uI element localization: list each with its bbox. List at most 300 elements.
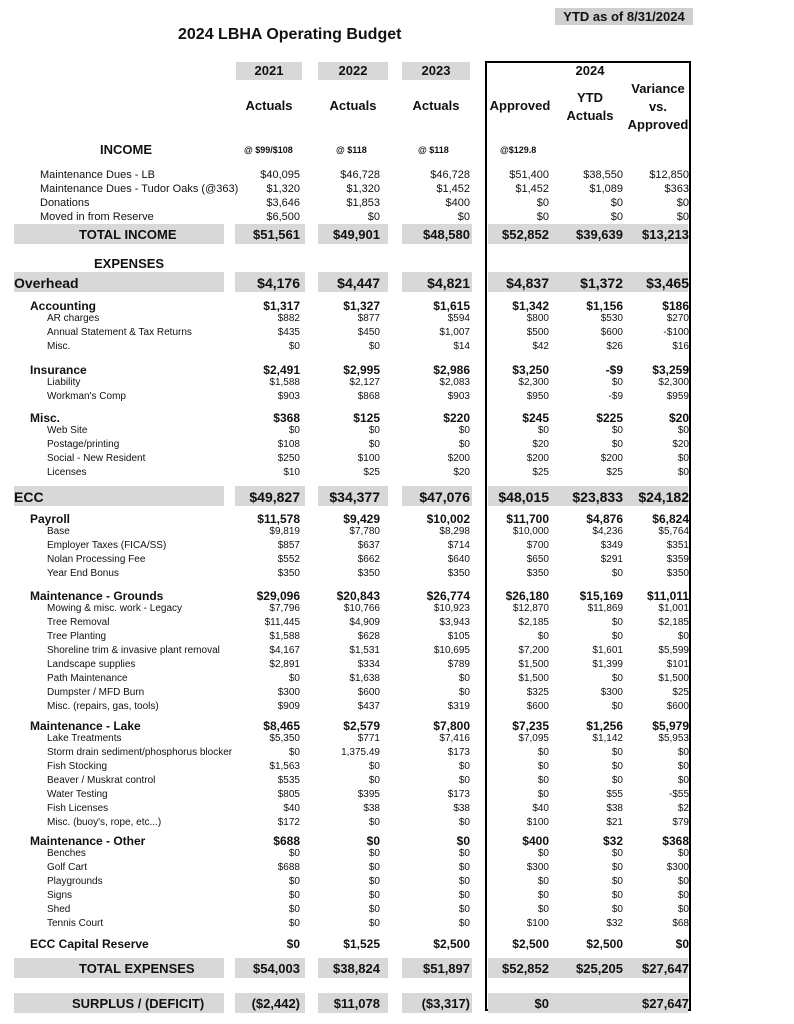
cell-cap: $0 [537, 775, 549, 786]
cell-cva: $0 [677, 747, 689, 758]
cell-c21: $49,827 [249, 489, 300, 505]
cell-c21: $4,167 [269, 645, 300, 656]
cell-cyt: $0 [611, 848, 623, 859]
header-variance-line2: vs. [648, 99, 668, 114]
cell-cva: $0 [677, 876, 689, 887]
table-row [0, 275, 794, 289]
cell-c23: $2,083 [439, 377, 470, 388]
cell-cva: $2,185 [658, 617, 689, 628]
cell-cap: $325 [526, 687, 549, 698]
cell-cap: $52,852 [502, 961, 549, 976]
cell-cva: $350 [666, 568, 689, 579]
cell-c23: $51,897 [423, 961, 470, 976]
cell-c21: $2,491 [263, 363, 300, 377]
cell-c21: $108 [277, 439, 300, 450]
cell-c21: $1,317 [263, 299, 300, 313]
cell-c23: $7,416 [439, 733, 470, 744]
cell-cva: $11,011 [646, 589, 689, 603]
cell-cap: $0 [536, 197, 549, 209]
table-row [0, 687, 794, 701]
income-header: INCOME [100, 142, 152, 157]
cell-c23: $0 [458, 425, 470, 436]
header-ytd-line2: Actuals [566, 108, 614, 123]
row-label: TOTAL EXPENSES [79, 961, 195, 976]
cell-c23: $0 [458, 848, 470, 859]
cell-c23: $200 [447, 453, 470, 464]
table-row [0, 817, 794, 831]
cell-c21: $535 [277, 775, 300, 786]
cell-c23: $26,774 [426, 589, 470, 603]
row-label: Signs [47, 890, 73, 901]
table-row [0, 996, 794, 1010]
cell-c21: $29,096 [256, 589, 300, 603]
table-row [0, 603, 794, 617]
cell-c22: $771 [357, 733, 380, 744]
cell-c23: $10,695 [433, 645, 470, 656]
cell-cyt: $300 [600, 687, 623, 698]
cell-c21: $0 [288, 876, 300, 887]
cell-cva: $101 [666, 659, 689, 670]
cell-c23: $173 [447, 747, 470, 758]
cell-cyt: $0 [611, 439, 623, 450]
cell-cva: $27,647 [642, 961, 689, 976]
cell-cva: $6,824 [652, 512, 689, 526]
table-row [0, 299, 794, 313]
row-label: Tree Planting [47, 631, 107, 642]
cell-cap: $11,700 [506, 512, 549, 526]
row-label: Base [47, 526, 70, 537]
cell-cyt: $0 [611, 876, 623, 887]
cell-cva: $0 [677, 761, 689, 772]
cell-c21: $0 [288, 918, 300, 929]
table-row [0, 701, 794, 715]
cell-c21: $0 [288, 673, 300, 684]
cell-c23: $14 [453, 341, 470, 352]
row-label: Postage/printing [47, 439, 120, 450]
cell-cva: $0 [677, 453, 689, 464]
table-row [0, 719, 794, 733]
cell-c23: $714 [447, 540, 470, 551]
cell-c21: $3,646 [266, 197, 300, 209]
cell-c21: $4,176 [257, 275, 300, 291]
cell-c23: $0 [458, 876, 470, 887]
cell-cyt: -$9 [608, 391, 623, 402]
cell-cap: $48,015 [498, 489, 549, 505]
row-label: Moved in from Reserve [40, 211, 154, 223]
cell-c21: $805 [277, 789, 300, 800]
row-label: Misc. [30, 411, 61, 425]
table-row [0, 568, 794, 582]
cell-c22: $1,327 [343, 299, 380, 313]
table-row [0, 876, 794, 890]
cell-cva: $363 [664, 183, 689, 195]
cell-cyt: $0 [611, 761, 623, 772]
row-label: Playgrounds [47, 876, 103, 887]
table-row [0, 589, 794, 603]
row-label: Employer Taxes (FICA/SS) [47, 540, 167, 551]
table-row [0, 631, 794, 645]
cell-cyt: $23,833 [572, 489, 623, 505]
cell-cap: $4,837 [506, 275, 549, 291]
cell-c21: $857 [277, 540, 300, 551]
cell-cap: $0 [537, 747, 549, 758]
row-label: Maintenance - Other [30, 834, 146, 848]
cell-c21: $0 [288, 904, 300, 915]
cell-cap: $7,095 [518, 733, 549, 744]
cell-c21: $11,445 [264, 617, 300, 628]
cell-cap: $1,342 [512, 299, 549, 313]
page-title: 2024 LBHA Operating Budget [178, 26, 402, 43]
row-label: Fish Stocking [47, 761, 108, 772]
expenses-header: EXPENSES [94, 256, 165, 271]
cell-cva: $5,979 [652, 719, 689, 733]
cell-c23: $10,923 [433, 603, 470, 614]
table-row [0, 526, 794, 540]
cell-c22: $10,766 [343, 603, 380, 614]
cell-c22: $20,843 [336, 589, 380, 603]
table-row [0, 848, 794, 862]
cell-c21: $0 [288, 848, 300, 859]
cell-cap: $1,500 [518, 659, 549, 670]
cell-c22: $25 [363, 467, 380, 478]
cell-c22: $100 [357, 453, 380, 464]
cell-cap: $0 [537, 904, 549, 915]
cell-cap: $950 [526, 391, 549, 402]
cell-c22: $1,320 [346, 183, 380, 195]
cell-cap: $0 [537, 789, 549, 800]
cell-cyt: $0 [611, 377, 623, 388]
cell-c22: $9,429 [343, 512, 380, 526]
cell-c23: $1,452 [436, 183, 470, 195]
cell-c21: $6,500 [266, 211, 300, 223]
cell-cva: $368 [662, 834, 689, 848]
cell-c23: $220 [443, 411, 470, 425]
cell-cyt: $21 [606, 817, 623, 828]
table-row [0, 197, 794, 211]
cell-c22: $0 [368, 890, 380, 901]
year-2022: 2022 [318, 62, 388, 80]
cell-c22: $0 [368, 817, 380, 828]
cell-cap: $300 [526, 862, 549, 873]
cell-cyt: $1,142 [592, 733, 623, 744]
header-actuals-2022: Actuals [329, 98, 377, 113]
cell-cap: $20 [532, 439, 549, 450]
row-label: Misc. [47, 341, 71, 352]
cell-cva: $24,182 [638, 489, 689, 505]
table-row [0, 341, 794, 355]
cell-c23: $0 [456, 834, 470, 848]
cell-cva: $0 [677, 848, 689, 859]
row-label: TOTAL INCOME [79, 227, 177, 242]
cell-c21: $882 [277, 313, 300, 324]
cell-c23: $0 [458, 687, 470, 698]
cell-c21: $1,563 [269, 761, 300, 772]
row-label: Dumpster / MFD Burn [47, 687, 145, 698]
table-row [0, 673, 794, 687]
row-label: Landscape supplies [47, 659, 136, 670]
row-label: Year End Bonus [47, 568, 119, 579]
cell-c23: $173 [447, 789, 470, 800]
table-row [0, 890, 794, 904]
cell-c22: $125 [353, 411, 380, 425]
cell-cyt: $0 [611, 890, 623, 901]
cell-c22: $1,853 [346, 197, 380, 209]
cell-c21: $1,588 [269, 377, 300, 388]
cell-cyt: $0 [610, 197, 623, 209]
cell-cyt: $11,869 [587, 603, 623, 614]
cell-cyt: $600 [600, 327, 623, 338]
cell-cva: $351 [666, 540, 689, 551]
cell-cva: $600 [666, 701, 689, 712]
cell-c22: $7,780 [349, 526, 380, 537]
row-label: Overhead [14, 275, 79, 291]
cell-cva: $186 [662, 299, 689, 313]
cell-c22: $0 [366, 834, 380, 848]
cell-c21: $688 [273, 834, 300, 848]
year-2021: 2021 [236, 62, 302, 80]
table-row [0, 183, 794, 197]
row-label: Web Site [47, 425, 88, 436]
cell-c22: $1,525 [343, 937, 380, 951]
cell-c22: $0 [368, 848, 380, 859]
cell-c23: $2,986 [433, 363, 470, 377]
header-variance-line1: Variance [631, 81, 685, 96]
cell-cva: $959 [666, 391, 689, 402]
cell-cap: $500 [526, 327, 549, 338]
cell-c23: $4,821 [427, 275, 470, 291]
cell-cap: $52,852 [502, 227, 549, 242]
table-row [0, 834, 794, 848]
cell-cyt: $26 [606, 341, 623, 352]
table-row [0, 211, 794, 225]
cell-cap: $1,452 [515, 183, 549, 195]
cell-cva: $1,001 [658, 603, 689, 614]
table-row [0, 327, 794, 341]
table-row [0, 775, 794, 789]
row-label: Liability [47, 377, 81, 388]
cell-c23: $0 [458, 775, 470, 786]
cell-c21: $11,578 [257, 512, 300, 526]
cell-c21: $8,465 [263, 719, 300, 733]
rate-2022: @ $118 [336, 145, 367, 155]
cell-cap: $0 [537, 631, 549, 642]
cell-cap: $7,200 [518, 645, 549, 656]
cell-c21: $40 [283, 803, 300, 814]
row-label: Annual Statement & Tax Returns [47, 327, 192, 338]
cell-c22: $2,995 [343, 363, 380, 377]
header-variance [626, 80, 690, 134]
cell-cyt: $0 [611, 904, 623, 915]
cell-c23: $0 [458, 862, 470, 873]
cell-cyt: $0 [611, 425, 623, 436]
cell-cva: $0 [677, 775, 689, 786]
cell-c22: $0 [368, 425, 380, 436]
cell-c21: $0 [288, 890, 300, 901]
cell-cap: $400 [522, 834, 549, 848]
cell-cva: $12,850 [649, 169, 689, 181]
cell-c21: $2,891 [269, 659, 300, 670]
cell-cap: $0 [537, 876, 549, 887]
table-row [0, 425, 794, 439]
cell-c23: $10,002 [426, 512, 470, 526]
cell-cyt: $0 [611, 862, 623, 873]
header-ytd-line1: YTD [577, 90, 603, 105]
cell-cva: $25 [672, 687, 689, 698]
cell-cyt: $1,601 [592, 645, 623, 656]
row-label: Tree Removal [47, 617, 110, 628]
cell-cap: $10,000 [512, 526, 549, 537]
row-label: Shoreline trim & invasive plant removal [47, 645, 220, 656]
cell-cap: $100 [526, 817, 549, 828]
rate-2021: @ $99/$108 [244, 145, 293, 155]
table-row [0, 659, 794, 673]
cell-c22: $1,531 [349, 645, 380, 656]
cell-c21: ($2,442) [251, 996, 300, 1011]
table-row [0, 169, 794, 183]
cell-c22: $0 [368, 341, 380, 352]
row-label: Misc. (repairs, gas, tools) [47, 701, 159, 712]
table-row [0, 733, 794, 747]
cell-c22: $350 [357, 568, 380, 579]
cell-c23: $48,580 [423, 227, 470, 242]
cell-cap: $0 [537, 425, 549, 436]
cell-c21: $5,350 [269, 733, 300, 744]
cell-cap: $800 [526, 313, 549, 324]
cell-c21: $0 [288, 747, 300, 758]
cell-cap: $600 [526, 701, 549, 712]
cell-cap: $0 [537, 761, 549, 772]
cell-c22: $437 [357, 701, 380, 712]
cell-c21: $250 [277, 453, 300, 464]
cell-c23: $20 [453, 467, 470, 478]
cell-c23: $0 [458, 817, 470, 828]
cell-c23: $0 [458, 761, 470, 772]
cell-c22: $0 [367, 211, 380, 223]
cell-cva: $5,599 [658, 645, 689, 656]
cell-c21: $350 [277, 568, 300, 579]
cell-cap: $2,300 [518, 377, 549, 388]
row-label: AR charges [47, 313, 100, 324]
cell-c21: $1,320 [266, 183, 300, 195]
cell-cap: $100 [526, 918, 549, 929]
cell-cyt: $1,372 [580, 275, 623, 291]
cell-cva: $20 [672, 439, 689, 450]
cell-c22: $662 [357, 554, 380, 565]
cell-c21: $909 [277, 701, 300, 712]
cell-cyt: $225 [596, 411, 623, 425]
cell-c22: $334 [357, 659, 380, 670]
cell-cva: $79 [672, 817, 689, 828]
cell-cva: $20 [668, 411, 689, 425]
row-label: Shed [47, 904, 71, 915]
cell-cva: $3,465 [646, 275, 689, 291]
table-row [0, 761, 794, 775]
cell-cap: $40 [532, 803, 549, 814]
table-row [0, 961, 794, 975]
cell-c21: $0 [288, 341, 300, 352]
cell-cap: $26,180 [505, 589, 549, 603]
row-label: Lake Treatments [47, 733, 122, 744]
cell-cyt: $530 [600, 313, 623, 324]
cell-cap: $25 [532, 467, 549, 478]
cell-c22: $0 [368, 876, 380, 887]
cell-cva: -$100 [663, 327, 689, 338]
table-row [0, 937, 794, 951]
table-row [0, 747, 794, 761]
cell-c22: $4,447 [337, 275, 380, 291]
cell-c23: $7,800 [433, 719, 470, 733]
cell-cap: $200 [526, 453, 549, 464]
cell-cyt: $1,399 [592, 659, 623, 670]
cell-c22: $49,901 [333, 227, 380, 242]
cell-c23: $903 [447, 391, 470, 402]
row-label: Maintenance Dues - LB [40, 169, 155, 181]
cell-c21: $552 [277, 554, 300, 565]
cell-c23: $640 [447, 554, 470, 565]
cell-c23: $0 [457, 211, 470, 223]
cell-cyt: $39,639 [576, 227, 623, 242]
cell-cyt: $32 [606, 918, 623, 929]
cell-c22: $637 [357, 540, 380, 551]
cell-cyt: $1,156 [586, 299, 623, 313]
cell-c21: $172 [277, 817, 300, 828]
cell-c22: $628 [357, 631, 380, 642]
cell-cyt: $291 [600, 554, 623, 565]
cell-c22: 1,375.49 [341, 747, 380, 758]
cell-c23: $0 [458, 918, 470, 929]
cell-c23: $789 [447, 659, 470, 670]
year-2024: 2024 [575, 63, 605, 78]
row-label: Misc. (buoy's, rope, etc...) [47, 817, 162, 828]
cell-c22: $11,078 [333, 996, 380, 1011]
cell-cyt: $0 [611, 775, 623, 786]
row-label: ECC [14, 489, 44, 505]
cell-c21: $435 [277, 327, 300, 338]
table-row [0, 540, 794, 554]
cell-cyt: $55 [606, 789, 623, 800]
cell-c23: $46,728 [430, 169, 470, 181]
cell-c22: $877 [357, 313, 380, 324]
cell-cyt: $25,205 [576, 961, 623, 976]
table-row [0, 645, 794, 659]
header-variance-line3: Approved [627, 117, 689, 132]
ytd-banner: YTD as of 8/31/2024 [555, 8, 693, 25]
cell-c22: $395 [357, 789, 380, 800]
cell-cyt: $15,169 [579, 589, 623, 603]
table-row [0, 512, 794, 526]
cell-cap: $1,500 [518, 673, 549, 684]
cell-c22: $0 [368, 439, 380, 450]
cell-cyt: $200 [600, 453, 623, 464]
cell-c23: $350 [447, 568, 470, 579]
cell-cyt: $0 [611, 617, 623, 628]
cell-c21: $688 [277, 862, 300, 873]
cell-c23: $0 [458, 673, 470, 684]
row-label: Insurance [30, 363, 87, 377]
cell-cap: $245 [522, 411, 549, 425]
cell-cyt: $0 [611, 568, 623, 579]
cell-cap: $0 [537, 890, 549, 901]
cell-c22: $0 [368, 904, 380, 915]
row-label: Donations [40, 197, 90, 209]
cell-cyt: -$9 [605, 363, 623, 377]
cell-cva: $359 [666, 554, 689, 565]
cell-cap: $7,235 [512, 719, 549, 733]
cell-cyt: $0 [611, 701, 623, 712]
cell-cyt: $0 [611, 631, 623, 642]
row-label: Maintenance - Lake [30, 719, 141, 733]
table-row [0, 862, 794, 876]
